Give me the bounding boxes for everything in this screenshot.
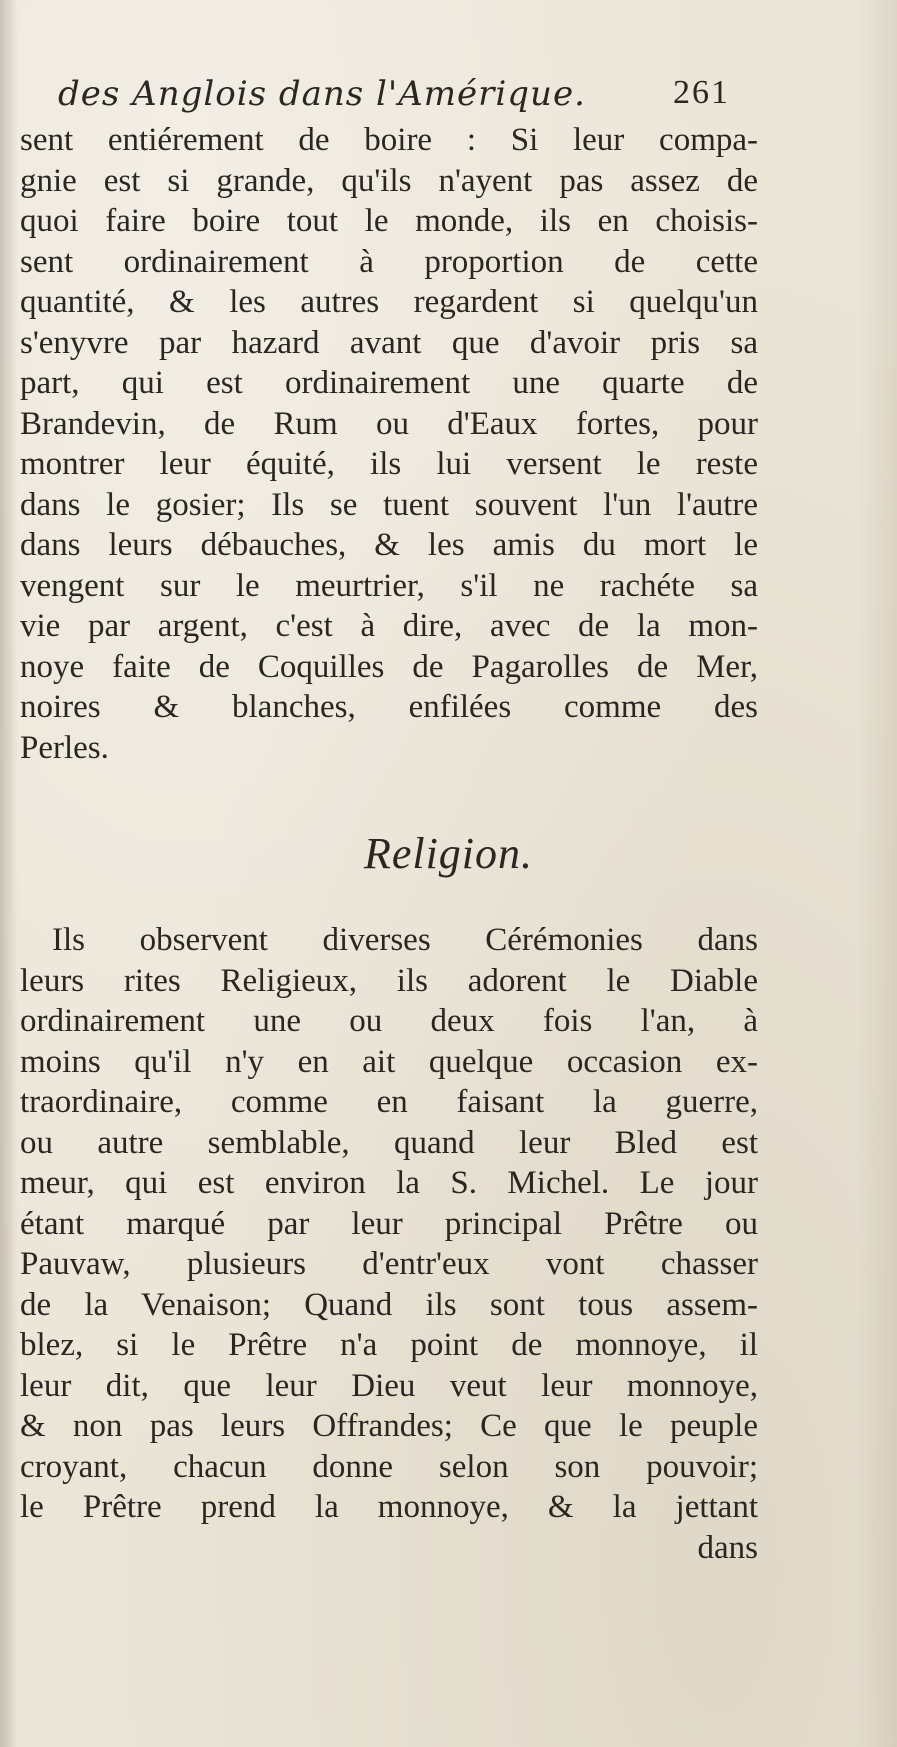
text-line: ordinairement une ou deux fois l'an, à <box>20 1003 758 1039</box>
text-line: de la Venaison; Quand ils sont tous assem- <box>20 1286 758 1323</box>
page-number: 261 <box>673 74 730 111</box>
catchword: dans <box>697 1529 758 1566</box>
paragraph-religion <box>20 920 758 1568</box>
text-line: étant marqué par leur principal Prêtre ou <box>20 1205 758 1242</box>
text-line: Brandevin, de Rum ou d'Eaux fortes, pour <box>20 405 758 442</box>
text-line: leur dit, que leur Dieu veut leur monnoye, <box>20 1367 758 1404</box>
text-line: vengent sur le meurtrier, s'il ne rachéte sa <box>20 567 758 604</box>
text-line: montrer leur équité, ils lui versent le reste <box>20 446 758 482</box>
text-line: dans leurs débauches, & les amis du mort le <box>20 527 758 563</box>
text-line: part, qui est ordinairement une quarte de <box>20 365 758 401</box>
text-line: moins qu'il n'y en ait quelque occasion ex- <box>20 1043 758 1080</box>
text-line: noires & blanches, enfilées comme des <box>20 689 758 725</box>
text-line: sent entiérement de boire : Si leur compa- <box>20 122 758 158</box>
section-heading: Religion. <box>363 829 534 878</box>
text-line: blez, si le Prêtre n'a point de monnoye, il <box>20 1327 758 1363</box>
text-line: Perles. <box>20 729 109 766</box>
text-line: vie par argent, c'est à dire, avec de la mon- <box>20 608 758 644</box>
text-line: s'enyvre par hazard avant que d'avoir pris sa <box>20 324 758 361</box>
running-title: des Anglois dans l'Amérique. <box>58 74 586 114</box>
text-line: quantité, & les autres regardent si quelqu'un <box>20 284 758 320</box>
text-line: ou autre semblable, quand leur Bled est <box>20 1124 758 1161</box>
page-header <box>58 74 730 124</box>
text-line: leurs rites Religieux, ils adorent le Diable <box>20 962 758 999</box>
text-line: quoi faire boire tout le monde, ils en choisis- <box>20 203 758 239</box>
text-line: traordinaire, comme en faisant la guerre, <box>20 1084 758 1120</box>
text-line: Pauvaw, plusieurs d'entr'eux vont chasser <box>20 1246 758 1282</box>
text-line: gnie est si grande, qu'ils n'ayent pas assez de <box>20 162 758 199</box>
text-line: sent ordinairement à proportion de cette <box>20 243 758 280</box>
text-line: dans le gosier; Ils se tuent souvent l'un l'autre <box>20 486 758 523</box>
text-line: meur, qui est environ la S. Michel. Le jour <box>20 1165 758 1201</box>
text-line: & non pas leurs Offrandes; Ce que le peuple <box>20 1408 758 1444</box>
text-line: croyant, chacun donne selon son pouvoir; <box>20 1448 758 1485</box>
text-line: noye faite de Coquilles de Pagarolles de Mer, <box>20 648 758 685</box>
paragraph-drinking-customs <box>20 120 758 768</box>
text-line: le Prêtre prend la monnoye, & la jettant <box>20 1489 758 1525</box>
text-line: Ils observent diverses Cérémonies dans <box>52 922 758 958</box>
